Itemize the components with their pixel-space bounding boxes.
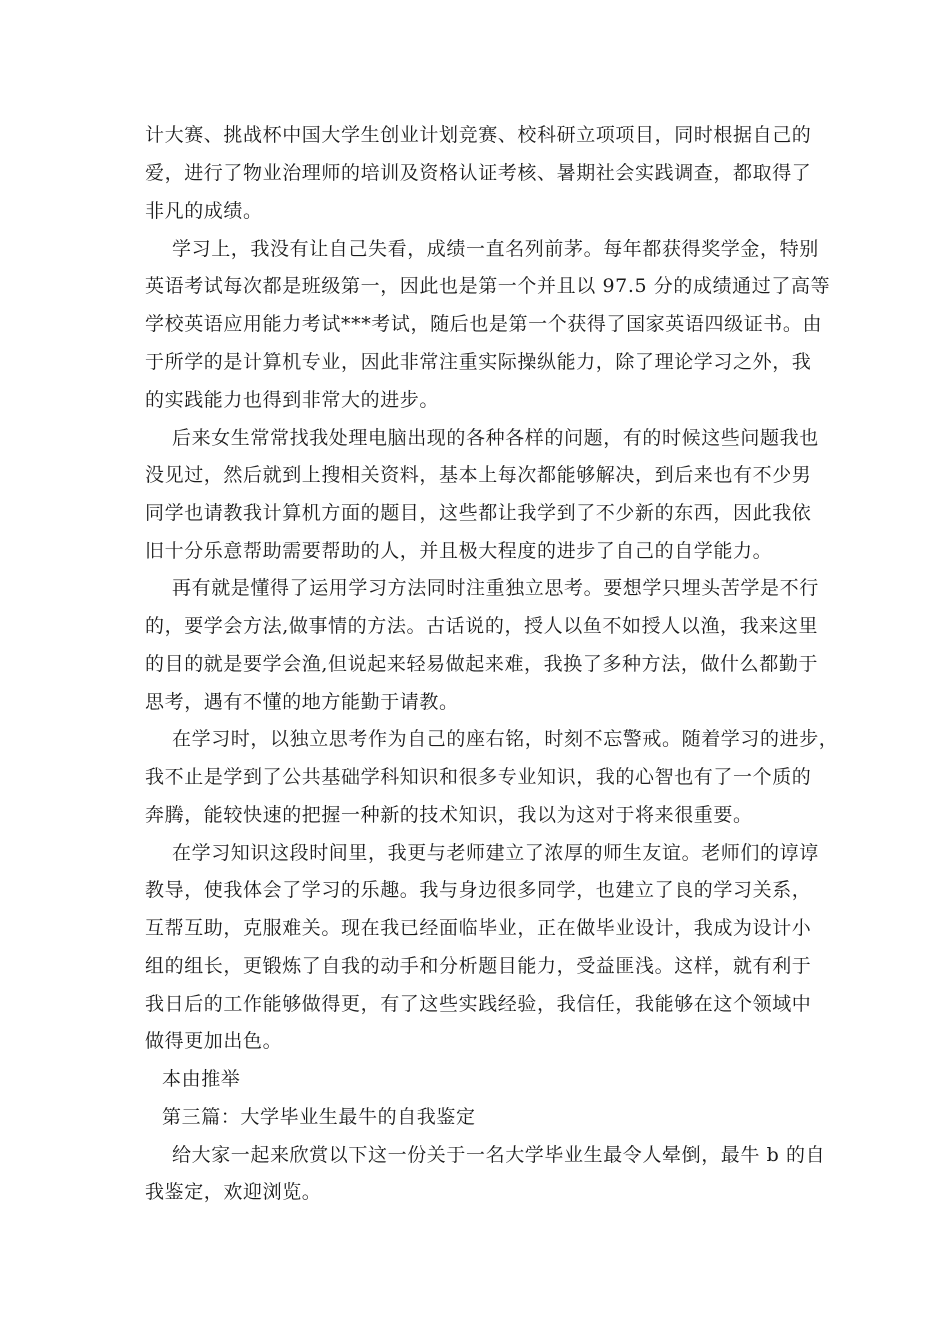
text-line: 做得更加出色。 [145,1030,283,1052]
text-line: 我不止是学到了公共基础学科知识和很多专业知识，我的心智也有了一个质的 [145,766,812,788]
text-line: 教导，使我体会了学习的乐趣。我与身边很多同学，也建立了良的学习关系， [145,879,812,901]
text-line: 非凡的成绩。 [145,200,263,222]
section-heading: 第三篇：大学毕业生最牛的自我鉴定 [162,1106,476,1128]
text-line: 我日后的工作能够做得更，有了这些实践经验，我信任，我能够在这个领域中 [145,993,812,1015]
text-line: 思考，遇有不懂的地方能勤于请教。 [145,691,459,713]
text-line: 计大赛、挑战杯中国大学生创业计划竞赛、校科研立项项目，同时根据自己的 [145,124,812,146]
text-line: 奔腾，能较快速的把握一种新的技术知识，我以为这对于将来很重要。 [145,804,753,826]
paragraph-start-line: 给大家一起来欣赏以下这一份关于一名大学毕业生最令人晕倒，最牛 b 的自 [172,1144,826,1166]
text-line: 同学也请教我计算机方面的题目，这些都让我学到了不少新的东西，因此我依 [145,502,812,524]
paragraph-start-line: 在学习知识这段时间里，我更与老师建立了浓厚的师生友谊。老师们的谆谆 [172,842,819,864]
text-line: 没见过，然后就到上搜相关资料，基本上每次都能够解决，到后来也有不少男 [145,464,812,486]
text-line: 爱，进行了物业治理师的培训及资格认证考核、暑期社会实践调查，都取得了 [145,162,812,184]
text-line: 互帮互助，克服难关。现在我已经面临毕业，正在做毕业设计，我成为设计小 [145,917,812,939]
text-line: 英语考试每次都是班级第一，因此也是第一个并且以 97.5 分的成绩通过了高等 [145,275,831,297]
text-line: 的实践能力也得到非常大的进步。 [145,389,440,411]
note-line: 本由推举 [162,1068,241,1090]
paragraph-start-line: 后来女生常常找我处理电脑出现的各种各样的问题，有的时候这些问题我也 [172,427,819,449]
paragraph-start-line: 学习上，我没有让自己失看，成绩一直名列前茅。每年都获得奖学金，特别 [172,238,819,260]
paragraph-start-line: 再有就是懂得了运用学习方法同时注重独立思考。要想学只埋头苦学是不行 [172,577,819,599]
text-line: 的目的就是要学会渔,但说起来轻易做起来难，我换了多种方法，做什么都勤于 [145,653,819,675]
text-line: 旧十分乐意帮助需要帮助的人，并且极大程度的进步了自己的自学能力。 [145,540,773,562]
text-line: 我鉴定，欢迎浏览。 [145,1181,322,1203]
text-line: 学校英语应用能力考试***考试，随后也是第一个获得了国家英语四级证书。由 [145,313,823,335]
text-line: 组的组长，更锻炼了自我的动手和分析题目能力，受益匪浅。这样，就有利于 [145,955,812,977]
text-line: 于所学的是计算机专业，因此非常注重实际操纵能力，除了理论学习之外，我 [145,351,812,373]
paragraph-start-line: 在学习时，以独立思考作为自己的座右铭，时刻不忘警戒。随着学习的进步， [172,728,839,750]
text-line: 的，要学会方法,做事情的方法。古话说的，授人以鱼不如授人以渔，我来这里 [145,615,819,637]
